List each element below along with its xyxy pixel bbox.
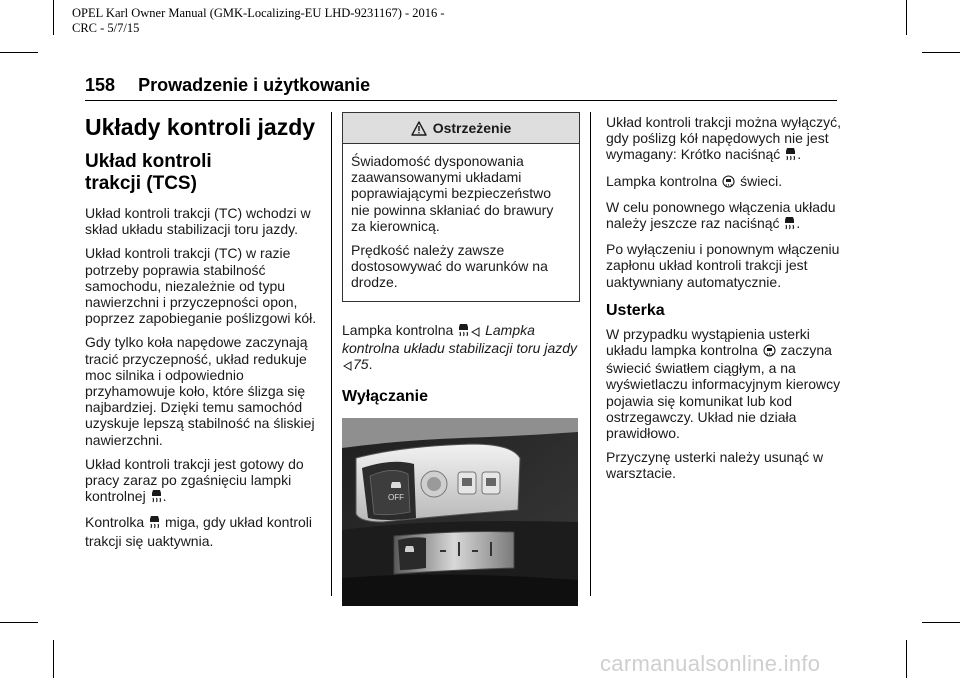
paragraph-text: Układ kontroli trakcji można wyłączyć, gdy poślizg kół napędowych nie jest wymagany: Krótko naciśnąć [606, 114, 841, 163]
column-3 [606, 114, 846, 490]
paragraph-text: Lampka kontrolna [606, 172, 718, 189]
paragraph [606, 199, 846, 233]
section-title: Układy kontroli jazdy [85, 114, 316, 140]
subheading: Wyłączanie [342, 388, 428, 406]
cross-reference-page[interactable]: 75 [353, 356, 369, 373]
paragraph [606, 326, 846, 441]
column-1 [85, 114, 323, 557]
page-number: 158 [85, 75, 116, 95]
cross-reference-link[interactable]: Lampka kontrolna układu stabilizacji toru jazdy [342, 321, 578, 356]
page-reference-icon [343, 358, 352, 374]
warning-triangle-icon [411, 121, 427, 136]
paragraph-end: . [797, 146, 802, 163]
paragraph: Gdy tylko koła napędowe zaczynają tracić przyczepność, układ redukuje moc silnika i odpowiednio przyhamowuje koło, które ślizga się najbardziej. Dzięki temu samochód uzyskuje lepszą stabilność na śliskiej nawierzchni. [85, 334, 315, 448]
paragraph-text: zaczyna świecić światłem ciągłym, a na wyświetlaczu informacyjnym kierowcy pojawia się komunikat lub kod ostrzegawczy. Układ nie działa prawidłowo. [606, 342, 841, 442]
paragraph-text: miga, gdy układ kontroli trakcji się uaktywnia. [85, 514, 313, 549]
paragraph-end: . [368, 356, 373, 373]
chapter-title: Prowadzenie i użytkowanie [138, 75, 371, 95]
paragraph [606, 114, 846, 165]
traction-control-icon [784, 216, 795, 233]
document-header-line2: CRC - 5/7/15 [72, 21, 140, 35]
crop-mark [906, 640, 907, 678]
subsection-title [85, 151, 323, 195]
paragraph: Układ kontroli trakcji (TC) w razie potrzeby poprawia stabilność samochodu, niezależnie od typu nawierzchni i przyczepności opon, poprzez zapobieganie poślizgowi kół. [85, 245, 317, 327]
document-header [72, 6, 445, 36]
subsection-title-line1: Układ kontroli [85, 151, 212, 172]
paragraph-text: Lampka kontrolna [342, 321, 454, 338]
watermark: carmanualsonline.info [600, 651, 821, 676]
crop-mark [53, 640, 54, 678]
paragraph [85, 456, 323, 507]
page-header [85, 75, 370, 96]
subsection-title-line2: trakcji (TCS) [85, 173, 197, 194]
paragraph-end: . [162, 488, 167, 505]
header-rule [85, 100, 837, 101]
warning-body [343, 144, 579, 301]
paragraph-text: Układ kontroli trakcji jest gotowy do pracy zaraz po zgaśnięciu lampki kontrolnej [85, 455, 304, 505]
paragraph-text: W celu ponownego włączenia układu należy jeszcze raz naciśnąć [606, 198, 836, 232]
column-2 [342, 112, 582, 606]
warning-box [342, 112, 580, 302]
crop-mark [922, 52, 960, 53]
paragraph-end: . [796, 215, 801, 232]
page-reference-icon [471, 324, 480, 340]
column-divider [331, 112, 332, 596]
esc-off-icon [763, 344, 776, 360]
crop-mark [922, 622, 960, 623]
paragraph [342, 322, 582, 375]
paragraph [85, 514, 323, 548]
traction-control-icon [151, 489, 162, 506]
crop-mark [53, 0, 54, 35]
paragraph: Po wyłączeniu i ponownym włączeniu zapłonu układ kontroli trakcji jest uaktywniany automatycznie. [606, 241, 840, 290]
paragraph: Przyczynę usterki należy usunąć w warsztacie. [606, 449, 824, 482]
crop-mark [0, 52, 38, 53]
subheading: Usterka [606, 301, 665, 319]
paragraph-text: Kontrolka [85, 514, 145, 531]
warning-paragraph: Świadomość dysponowania zaawansowanymi układami poprawiającymi bezpieczeństwo nie powinna skłaniać do brawury za kierownicą. [351, 153, 554, 234]
crop-mark [0, 622, 38, 623]
crop-mark [906, 0, 907, 35]
traction-control-icon [458, 323, 469, 340]
paragraph [606, 173, 846, 191]
off-button-label: OFF [388, 493, 404, 503]
traction-control-icon [785, 147, 796, 164]
paragraph-text: W przypadku wystąpienia usterki układu lampka kontrolna [606, 325, 810, 359]
paragraph: Układ kontroli trakcji (TC) wchodzi w skład układu stabilizacji toru jazdy. [85, 205, 311, 238]
paragraph-text: świeci. [740, 172, 783, 189]
warning-paragraph: Prędkość należy zawsze dostosowywać do warunków na drodze. [351, 242, 548, 291]
column-divider [590, 112, 591, 596]
document-header-line1: OPEL Karl Owner Manual (GMK-Localizing-EU LHD-9231167) - 2016 - [72, 6, 445, 20]
warning-title: Ostrzeżenie [432, 119, 512, 136]
esc-off-icon [722, 175, 735, 191]
traction-control-icon [149, 515, 160, 532]
warning-header [343, 113, 579, 144]
switch-panel-photo [342, 418, 578, 606]
